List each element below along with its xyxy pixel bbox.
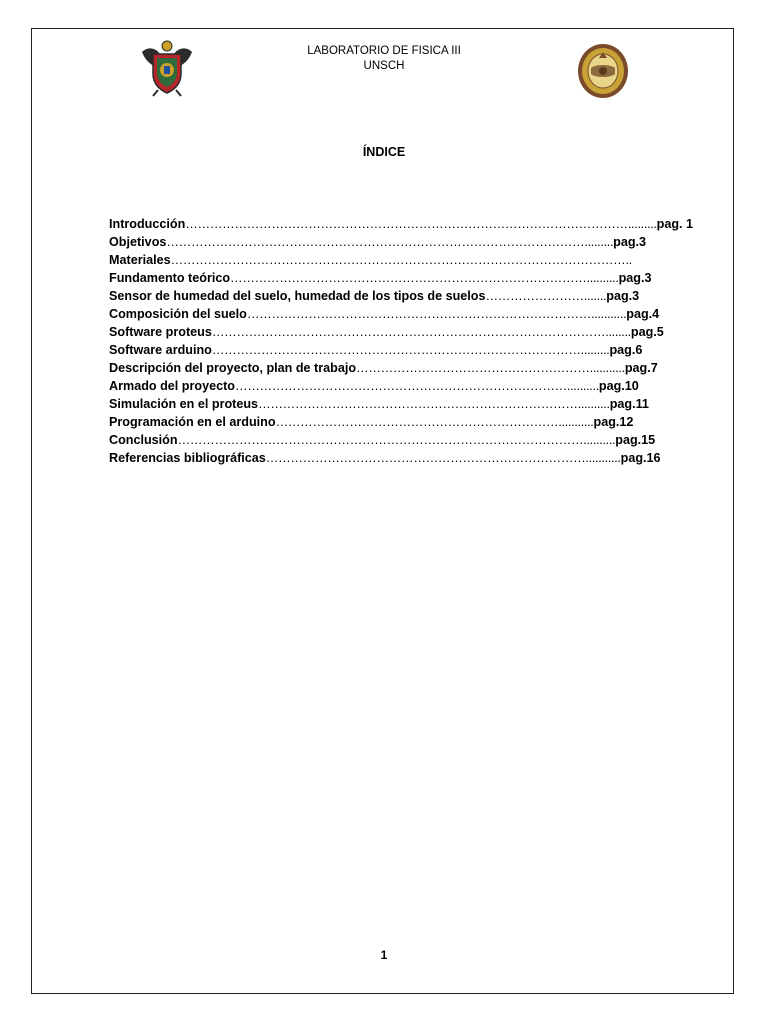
toc-entry-page: pag.12 bbox=[593, 415, 634, 429]
toc-entry-title: Objetivos bbox=[109, 235, 167, 249]
document-header bbox=[0, 44, 768, 74]
toc-entry bbox=[109, 431, 669, 449]
toc-entry-page: pag.5 bbox=[630, 325, 664, 339]
toc-entry-page: pag.4 bbox=[626, 307, 660, 321]
toc-entry-page: pag.11 bbox=[609, 397, 649, 411]
toc-entry-page: pag.3 bbox=[613, 235, 647, 249]
toc-leader-dots: ………………………………………………………………………………………………......... bbox=[185, 217, 657, 231]
toc-entry-page: pag.10 bbox=[598, 379, 639, 393]
toc-entry-page: pag.15 bbox=[615, 433, 656, 447]
page-number: 1 bbox=[380, 948, 388, 962]
toc-leader-dots: …………………………………………………………………………........... bbox=[246, 307, 627, 321]
toc-leader-dots: ………………………………………………………………………………......... bbox=[211, 343, 610, 357]
toc-entry bbox=[109, 269, 669, 287]
toc-entry-title: Conclusión bbox=[109, 433, 178, 447]
toc-entry bbox=[109, 377, 669, 395]
toc-entry-page: pag.3 bbox=[618, 271, 652, 285]
toc-entry-title: Simulación en el proteus bbox=[109, 397, 259, 411]
index-title: ÍNDICE bbox=[362, 145, 406, 159]
toc-entry-title: Descripción del proyecto, plan de trabajo bbox=[109, 361, 357, 375]
toc-leader-dots: ……………………………………………………………………….......... bbox=[234, 379, 599, 393]
toc-entry-title: Armado del proyecto bbox=[109, 379, 235, 393]
toc-entry-title: Referencias bibliográficas bbox=[109, 451, 266, 465]
table-of-contents bbox=[109, 215, 694, 467]
toc-leader-dots: …………………………………………………........... bbox=[356, 361, 625, 375]
toc-entry bbox=[109, 341, 669, 359]
toc-entry-page: pag.16 bbox=[620, 451, 661, 465]
page-border bbox=[31, 28, 734, 994]
toc-leader-dots: ……………………………………………………………………........... bbox=[265, 451, 621, 465]
toc-entry bbox=[109, 251, 669, 269]
toc-leader-dots: ……………………………………………………………........... bbox=[275, 415, 594, 429]
header-lab-title: LABORATORIO DE FISICA III bbox=[307, 45, 461, 57]
toc-entry-page: pag.7 bbox=[624, 361, 658, 375]
toc-leader-dots: ……………………………………………………………………………………........ bbox=[211, 325, 631, 339]
header-university: UNSCH bbox=[363, 60, 405, 72]
toc-leader-dots: …………………………………………………………………………….......... bbox=[230, 271, 619, 285]
toc-entry-title: Fundamento teórico bbox=[109, 271, 231, 285]
toc-entry bbox=[109, 323, 669, 341]
toc-entry-page: pag. 1 bbox=[656, 217, 694, 231]
toc-leader-dots: ………………………………………………………………………………………………….. bbox=[170, 253, 632, 267]
toc-entry-title: Introducción bbox=[109, 217, 186, 231]
toc-entry-title: Sensor de humedad del suelo, humedad de los tipos de suelos bbox=[109, 289, 486, 303]
toc-leader-dots: ……………………………………………………………………………………….......... bbox=[177, 433, 616, 447]
toc-entry-title: Materiales bbox=[109, 253, 171, 267]
toc-entry-title: Programación en el arduino bbox=[109, 415, 276, 429]
toc-entry-title: Composición del suelo bbox=[109, 307, 247, 321]
toc-leader-dots: ……………………....... bbox=[485, 289, 607, 303]
toc-entry-title: Software proteus bbox=[109, 325, 212, 339]
toc-leader-dots: …………………………………………………………………….......... bbox=[258, 397, 610, 411]
toc-entry bbox=[109, 215, 694, 233]
toc-entry bbox=[109, 233, 669, 251]
toc-entry bbox=[109, 395, 669, 413]
toc-entry bbox=[109, 305, 669, 323]
toc-entry-page: pag.6 bbox=[609, 343, 643, 357]
toc-entry bbox=[109, 359, 669, 377]
toc-entry-page: pag.3 bbox=[606, 289, 640, 303]
toc-entry bbox=[109, 413, 669, 431]
toc-leader-dots: …………………………………………………………………………………………......... bbox=[166, 235, 614, 249]
toc-entry bbox=[109, 287, 669, 305]
toc-entry bbox=[109, 449, 669, 467]
toc-entry-title: Software arduino bbox=[109, 343, 212, 357]
